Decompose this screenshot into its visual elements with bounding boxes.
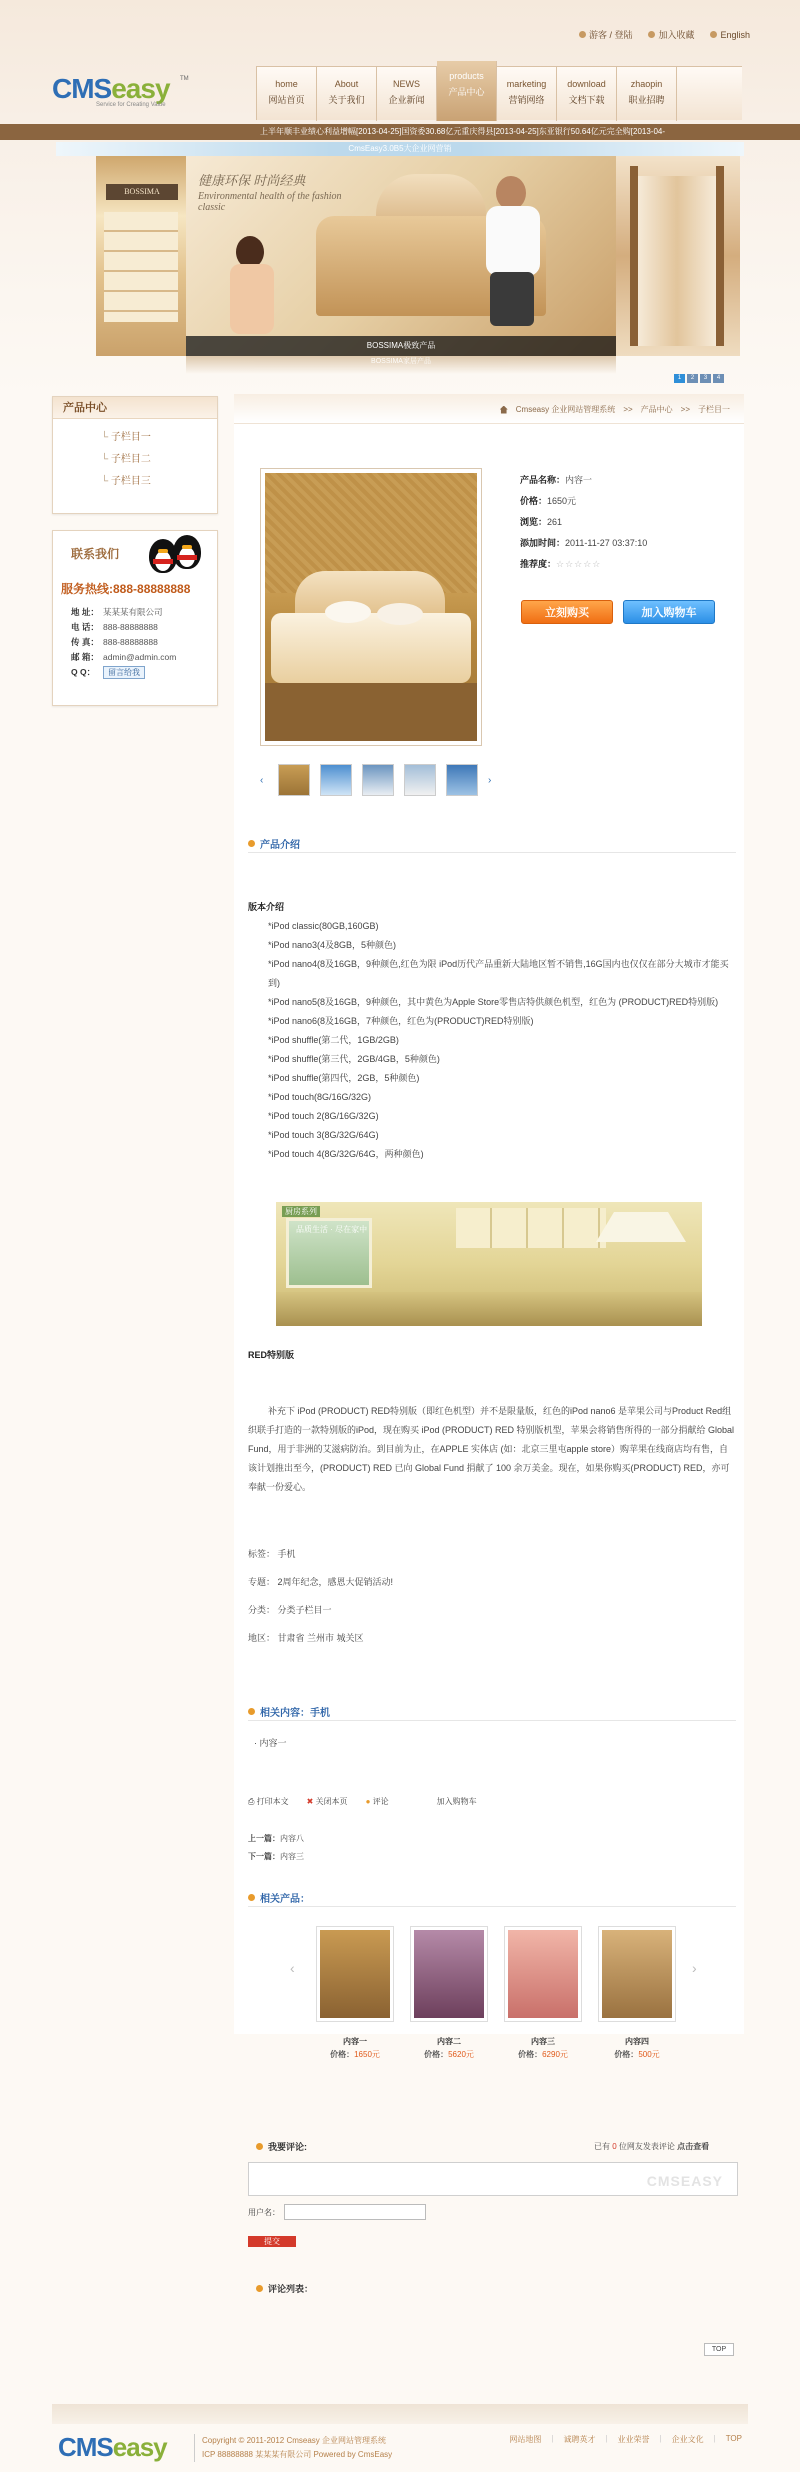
sidebar-product-title: 产品中心	[53, 397, 217, 419]
sidebar-item-sub1[interactable]: └ 子栏目一	[101, 427, 217, 449]
product-thumb[interactable]	[404, 764, 436, 796]
banner-slogan: 健康环保 时尚经典 Environmental health of the fashion classic	[198, 173, 342, 213]
username-input[interactable]	[284, 2204, 426, 2220]
version-line: *iPod touch 3(8G/32G/64G)	[268, 1130, 379, 1140]
footer-link-culture[interactable]: 企业文化	[671, 2435, 704, 2444]
product-added-time: 添加时间：2011-11-27 03:37:10	[520, 538, 648, 548]
thumb-next-arrow[interactable]: ›	[488, 774, 492, 786]
bullet-icon	[248, 840, 255, 847]
breadcrumb: Cmseasy 企业网站管理系统 >> 产品中心 >> 子栏目一	[500, 404, 730, 415]
version-line: *iPod shuffle(第三代，2GB/4GB，5种颜色)	[268, 1054, 440, 1064]
related-content-item[interactable]: · 内容一	[254, 1738, 287, 1748]
prev-next: 上一篇：内容八 下一篇：内容三	[248, 1834, 304, 1861]
banner-dot-3[interactable]: 3	[700, 374, 711, 383]
add-to-cart-button[interactable]: 加入购物车	[623, 600, 715, 624]
product-meta	[248, 1540, 736, 1652]
submit-comment-button[interactable]: 提交	[248, 2236, 296, 2247]
top-links	[579, 28, 750, 41]
intro-versions	[248, 898, 736, 1164]
related-next-arrow[interactable]: ›	[692, 1960, 697, 1976]
qq-message-button[interactable]: 留言给我	[103, 666, 145, 679]
version-line: *iPod nano5(8及16GB，9种颜色，其中黄色为Apple Store零售店特供颜色机型，红色为 (PRODUCT)RED特别版)	[268, 997, 719, 1007]
nav-home[interactable]: home 网站首页	[257, 67, 317, 121]
intro-heading: 产品介绍	[248, 836, 300, 851]
related-product-card[interactable]: 内容四 价格：500元	[598, 1926, 676, 2062]
nav-zhaopin[interactable]: zhaopin 职业招聘	[617, 67, 677, 121]
nav-marketing[interactable]: marketing 营销网络	[497, 67, 557, 121]
contact-phone: 电 话： 888-88888888	[71, 622, 158, 632]
product-info	[520, 470, 647, 575]
buy-now-button[interactable]: 立刻购买	[521, 600, 613, 624]
banner-reflection: BOSSIMA家居产品	[186, 356, 616, 374]
footer-link-top[interactable]: TOP	[725, 2434, 742, 2443]
sidebar-product-center	[52, 396, 218, 514]
product-thumb[interactable]	[278, 764, 310, 796]
kitchen-image: 厨房系列 品质生活 · 尽在家中	[276, 1202, 702, 1326]
product-thumb[interactable]	[446, 764, 478, 796]
bullet-icon	[248, 1708, 255, 1715]
nav-news[interactable]: NEWS 企业新闻	[377, 67, 437, 121]
related-products-heading: 相关产品：	[248, 1890, 310, 1905]
version-line: *iPod shuffle(第四代，2GB，5种颜色)	[268, 1073, 420, 1083]
product-main-image[interactable]	[260, 468, 482, 746]
related-product-card[interactable]: 内容三 价格：6290元	[504, 1926, 582, 2062]
star-icon	[648, 31, 655, 38]
red-text: 补充下 iPod (PRODUCT) RED特别版（即红色机型）并不是限量版，红色的iPod nano6 是苹果公司与Product Red组织联手打造的一款特别版的iPod，现在购买 iPod (PRODUCT) RED 特别版机型，苹果会将销售所得的一部分捐献给 Global Fund，用于非洲的艾滋病防治。到目前为止，在APPLE 实体店 (如：北京三里屯apple store）购苹果在线商店均有售，自该计划推出至今，(PRODUCT) RED 已向 Global Fund 捐献了 100 余万美金。现在，如果你购买(PRODUCT) RED，亦可奉献一份爱心。	[248, 1406, 735, 1492]
meta-region[interactable]: 地区： 甘肃省 兰州市 城关区	[248, 1633, 364, 1643]
banner-caption: BOSSIMA极致产品	[186, 336, 616, 356]
prev-article-link[interactable]: 内容八	[280, 1834, 304, 1843]
next-article-link[interactable]: 内容三	[280, 1852, 304, 1861]
thumb-prev-arrow[interactable]: ‹	[260, 774, 264, 786]
version-title: 版本介绍	[248, 902, 285, 912]
banner-slideshow[interactable]	[96, 156, 740, 365]
bookmark-link[interactable]: 加入收藏	[648, 28, 694, 41]
close-icon: ✖	[306, 1797, 314, 1806]
comment-link[interactable]: ● 评论	[365, 1797, 389, 1806]
comment-heading: 我要评论:	[256, 2140, 307, 2153]
breadcrumb-products[interactable]: 产品中心	[640, 405, 673, 414]
logo-brand-b: easy	[111, 73, 170, 104]
rating-stars-icon: ☆☆☆☆☆	[556, 559, 602, 569]
product-thumb[interactable]	[320, 764, 352, 796]
product-name: 产品名称：内容一	[520, 475, 593, 485]
username-row: 用户名：	[248, 2204, 426, 2220]
logo-tagline: Service for Creating Value	[96, 102, 166, 108]
footer-link-sitemap[interactable]: 网站地图	[509, 2435, 542, 2444]
banner-right-image	[616, 156, 740, 356]
add-cart-link[interactable]: 加入购物车	[436, 1797, 477, 1806]
hotline: 服务热线:888-88888888	[61, 582, 191, 596]
related-product-card[interactable]: 内容二 价格：5620元	[410, 1926, 488, 2062]
action-bar	[248, 1792, 736, 1811]
banner-dot-1[interactable]: 1	[674, 374, 685, 383]
news-ticker[interactable]: 上半年顺丰业绩心利益增幅[2013-04-25]国资委30.68亿元重庆得县[2013-04-25]东亚银行50.64亿元完全购[2013-04-	[0, 124, 800, 140]
comment-icon: ●	[365, 1797, 371, 1806]
main-nav	[256, 66, 742, 120]
announcement-bar: CmsEasy3.0B5大企业网营销	[56, 142, 744, 156]
meta-topic[interactable]: 专题： 2周年纪念，感恩大促销活动!	[248, 1577, 394, 1587]
contact-qq: Q Q： 留言给我	[53, 665, 217, 680]
version-line: *iPod nano6(8及16GB，7种颜色，红色为(PRODUCT)RED特别版)	[268, 1016, 534, 1026]
red-title: RED特别版	[248, 1350, 295, 1360]
meta-category[interactable]: 分类： 分类子栏目一	[248, 1605, 332, 1615]
product-price: 价格：1650元	[520, 496, 577, 506]
sidebar-contact	[52, 530, 218, 706]
print-link[interactable]: ⎙ 打印本文	[248, 1797, 289, 1806]
version-line: *iPod touch(8G/16G/32G)	[268, 1092, 372, 1102]
breadcrumb-site[interactable]: Cmseasy 企业网站管理系统	[515, 405, 616, 414]
product-recommend: 推荐度：☆☆☆☆☆	[520, 559, 602, 569]
user-icon	[579, 31, 586, 38]
version-line: *iPod touch 2(8G/16G/32G)	[268, 1111, 379, 1121]
banner-main-image	[186, 156, 616, 356]
banner-dot-4[interactable]: 4	[713, 374, 724, 383]
bullet-icon	[256, 2285, 263, 2292]
related-content-heading: 相关内容：手机	[248, 1704, 330, 1719]
comment-textarea[interactable]: CMSEASY	[248, 2162, 738, 2196]
sidebar-item-sub3[interactable]: └ 子栏目三	[101, 471, 217, 493]
comment-stats: 已有 0 位网友发表评论 点击查看	[594, 2142, 710, 2151]
contact-address: 地 址： 某某某有限公司	[71, 607, 163, 617]
bullet-icon	[256, 2143, 263, 2150]
related-products	[290, 1926, 702, 2062]
logo-tm: TM	[180, 76, 189, 82]
version-line: *iPod shuffle(第二代，1GB/2GB)	[268, 1035, 399, 1045]
comment-list-heading: 评论列表：	[256, 2282, 313, 2295]
logo-brand-a: CMS	[52, 73, 112, 104]
banner-pager	[674, 374, 724, 383]
banner-left-image	[96, 156, 186, 356]
version-line: *iPod nano4(8及16GB，9种颜色,红色为限 iPod历代产品重新大陆地区暂不销售,16G国内也仅仅在部分大城市才能买到)	[268, 959, 729, 988]
product-thumb[interactable]	[362, 764, 394, 796]
footer-copyright: Copyright © 2011-2012 Cmseasy 企业网站管理系统 ICP 88888888 某某某有限公司 Powered by CmsEasy	[202, 2434, 392, 2462]
version-line: *iPod touch 4(8G/32G/64G，两种颜色)	[268, 1149, 424, 1159]
product-views: 浏览：261	[520, 517, 563, 527]
meta-tags[interactable]: 标签： 手机	[248, 1549, 296, 1559]
footer-link-jobs[interactable]: 诚聘英才	[563, 2435, 596, 2444]
banner-store-sign: BOSSIMA	[106, 184, 178, 200]
contact-email: 邮 箱： admin@admin.com	[71, 652, 177, 662]
nav-about[interactable]: About 关于我们	[317, 67, 377, 121]
back-to-top-button[interactable]: TOP	[704, 2343, 734, 2356]
nav-products[interactable]: products 产品中心	[437, 61, 497, 121]
contact-title: 联系我们	[71, 547, 120, 561]
footer-link-honor[interactable]: 业业荣誉	[617, 2435, 650, 2444]
banner-dot-2[interactable]: 2	[687, 374, 698, 383]
breadcrumb-current[interactable]: 子栏目一	[698, 405, 730, 414]
related-prev-arrow[interactable]: ‹	[290, 1960, 295, 1976]
sidebar-item-sub2[interactable]: └ 子栏目二	[101, 449, 217, 471]
logo[interactable]	[52, 74, 192, 110]
version-line: *iPod nano3(4及8GB，5种颜色)	[268, 940, 397, 950]
product-thumbnails	[260, 764, 496, 796]
footer-links: 网站地图 | 诚聘英才 | 业业荣誉 | 企业文化 | TOP	[509, 2434, 742, 2444]
view-comments-link[interactable]: 点击查看	[677, 2142, 710, 2151]
version-line: *iPod classic(80GB,160GB)	[268, 921, 379, 931]
english-link[interactable]: English	[710, 28, 750, 41]
qq-penguin-icon	[173, 535, 201, 571]
nav-download[interactable]: download 文档下载	[557, 67, 617, 121]
footer-logo[interactable]: CMSeasy	[58, 2432, 167, 2462]
close-link[interactable]: ✖ 关闭本页	[306, 1797, 348, 1806]
footer	[52, 2404, 748, 2472]
globe-icon	[710, 31, 717, 38]
bullet-icon	[248, 1894, 255, 1901]
login-link[interactable]: 游客 / 登陆	[579, 28, 633, 41]
contact-fax: 传 真： 888-88888888	[71, 637, 158, 647]
home-icon	[500, 406, 508, 414]
related-product-card[interactable]: 内容一 价格：1650元	[316, 1926, 394, 2062]
related-content-list	[248, 1734, 736, 1753]
